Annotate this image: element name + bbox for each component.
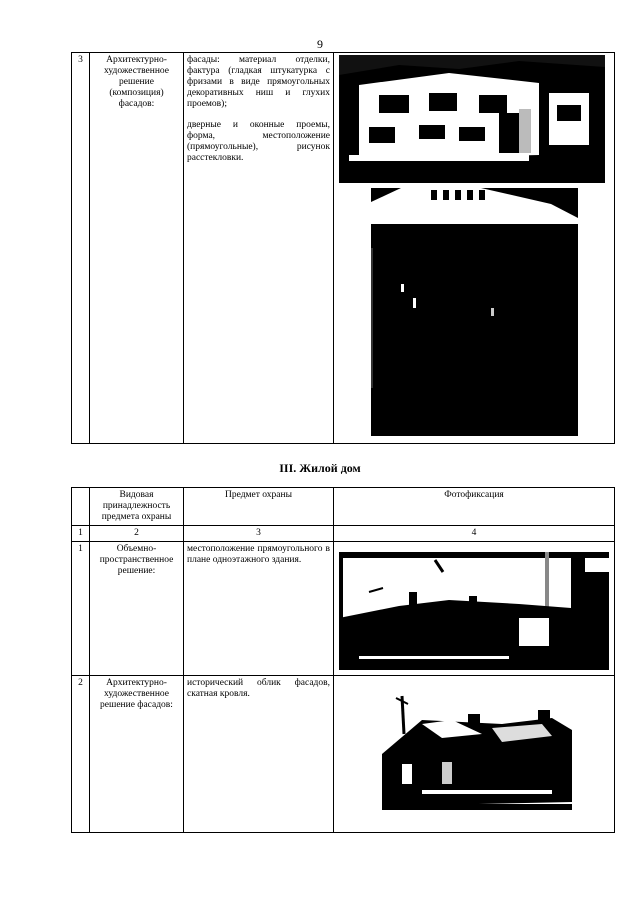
protection-type: Архитектурно-художественное решение фасадов: <box>90 676 184 833</box>
photo-cell <box>334 676 615 833</box>
table-row <box>72 676 615 833</box>
header-cell-type: Видовая принадлежность предмета охраны <box>90 488 184 526</box>
table-row <box>72 542 615 676</box>
protection-table <box>71 487 615 833</box>
row-number: 1 <box>72 542 90 676</box>
protection-type: Архитектурно-художественное решение (композиция) фасадов: <box>90 53 184 444</box>
table-header-row <box>72 488 615 526</box>
section-title: III. Жилой дом <box>279 461 361 475</box>
subject-paragraph: фасады: материал отделки, фактура (гладкая штукатурка с фризами в виде прямоугольных декоративных ниш и глухих проемов); <box>187 55 330 109</box>
continued-table <box>71 52 615 444</box>
protection-subject <box>184 53 334 444</box>
photo-cell <box>334 53 615 444</box>
column-number: 4 <box>334 526 615 542</box>
table-row <box>72 53 615 444</box>
facade-photo <box>339 55 605 183</box>
column-number: 2 <box>90 526 184 542</box>
column-number: 1 <box>72 526 90 542</box>
subject-paragraph: дверные и оконные проемы, форма, местоположение (прямоугольные), рисунок расстекловки. <box>187 120 330 163</box>
header-cell-subject: Предмет охраны <box>184 488 334 526</box>
photo-cell <box>334 542 615 676</box>
row-number: 2 <box>72 676 90 833</box>
page-number: 9 <box>317 37 323 51</box>
protection-subject: исторический облик фасадов, скатная кровля. <box>184 676 334 833</box>
protection-type: Объемно-пространственное решение: <box>90 542 184 676</box>
building-photo <box>371 188 578 436</box>
header-cell-number <box>72 488 90 526</box>
column-number-row <box>72 526 615 542</box>
column-number: 3 <box>184 526 334 542</box>
house-street-photo <box>339 552 609 670</box>
house-facade-photo <box>382 694 572 824</box>
header-cell-photo: Фотофиксация <box>334 488 615 526</box>
protection-subject: местоположение прямоугольного в плане одноэтажного здания. <box>184 542 334 676</box>
row-number: 3 <box>72 53 90 444</box>
